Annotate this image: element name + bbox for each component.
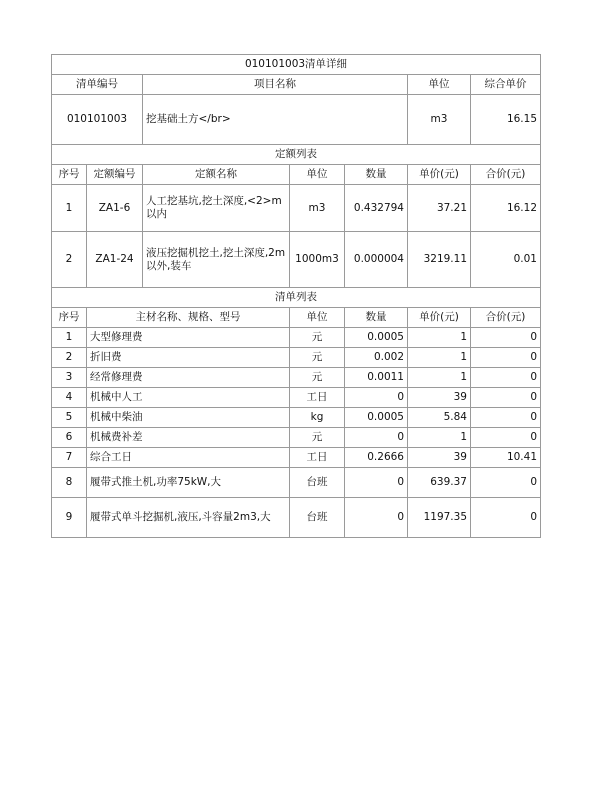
- material-no: 9: [52, 498, 87, 538]
- bill-price: 16.15: [471, 95, 541, 145]
- quota-row: [52, 232, 541, 288]
- material-name: 大型修理费: [87, 328, 290, 348]
- material-unit: 元: [290, 348, 345, 368]
- quota-col-total: 合价(元): [471, 165, 541, 185]
- materials-col-name: 主材名称、规格、型号: [87, 308, 290, 328]
- material-no: 5: [52, 408, 87, 428]
- col-header-name: 项目名称: [143, 75, 408, 95]
- material-name: 折旧费: [87, 348, 290, 368]
- material-qty: 0.0005: [345, 328, 408, 348]
- material-row: [52, 428, 541, 448]
- materials-section-title: 清单列表: [52, 288, 541, 308]
- quota-col-name: 定额名称: [143, 165, 290, 185]
- material-name: 履带式单斗挖掘机,液压,斗容量2m3,大: [87, 498, 290, 538]
- material-name: 履带式推土机,功率75kW,大: [87, 468, 290, 498]
- bill-row: [52, 95, 541, 145]
- bill-code: 010101003: [52, 95, 143, 145]
- quota-row-name: 液压挖掘机挖土,挖土深度,2m以外,装车: [143, 232, 290, 288]
- material-row: [52, 328, 541, 348]
- quota-row-unit: 1000m3: [290, 232, 345, 288]
- quota-row-qty: 0.000004: [345, 232, 408, 288]
- material-price: 1: [408, 428, 471, 448]
- quota-col-price: 单价(元): [408, 165, 471, 185]
- bill-name: 挖基础土方</br>: [143, 95, 408, 145]
- quota-section-row: [52, 145, 541, 165]
- material-price: 1197.35: [408, 498, 471, 538]
- material-name: 机械中柴油: [87, 408, 290, 428]
- material-no: 7: [52, 448, 87, 468]
- quota-col-code: 定额编号: [87, 165, 143, 185]
- material-unit: 元: [290, 328, 345, 348]
- material-no: 4: [52, 388, 87, 408]
- material-unit: kg: [290, 408, 345, 428]
- material-total: 0: [471, 348, 541, 368]
- col-header-unit: 单位: [408, 75, 471, 95]
- material-price: 639.37: [408, 468, 471, 498]
- quota-row-total: 0.01: [471, 232, 541, 288]
- title-row: [52, 55, 541, 75]
- material-row: [52, 468, 541, 498]
- materials-col-qty: 数量: [345, 308, 408, 328]
- material-total: 0: [471, 468, 541, 498]
- material-row: [52, 368, 541, 388]
- material-total: 0: [471, 368, 541, 388]
- material-row: [52, 388, 541, 408]
- material-qty: 0.2666: [345, 448, 408, 468]
- quota-row-code: ZA1-6: [87, 185, 143, 232]
- material-price: 39: [408, 448, 471, 468]
- material-price: 39: [408, 388, 471, 408]
- material-unit: 工日: [290, 388, 345, 408]
- materials-section-row: [52, 288, 541, 308]
- material-no: 2: [52, 348, 87, 368]
- quota-col-qty: 数量: [345, 165, 408, 185]
- material-total: 0: [471, 388, 541, 408]
- quota-row-no: 1: [52, 185, 87, 232]
- materials-col-total: 合价(元): [471, 308, 541, 328]
- material-row: [52, 448, 541, 468]
- material-total: 0: [471, 428, 541, 448]
- bill-header-row: [52, 75, 541, 95]
- col-header-code: 清单编号: [52, 75, 143, 95]
- material-unit: 工日: [290, 448, 345, 468]
- quota-row-code: ZA1-24: [87, 232, 143, 288]
- material-unit: 台班: [290, 468, 345, 498]
- material-no: 6: [52, 428, 87, 448]
- materials-col-no: 序号: [52, 308, 87, 328]
- material-name: 机械费补差: [87, 428, 290, 448]
- quota-row-name: 人工挖基坑,挖土深度,<2>m以内: [143, 185, 290, 232]
- material-qty: 0.002: [345, 348, 408, 368]
- material-total: 0: [471, 498, 541, 538]
- material-total: 0: [471, 328, 541, 348]
- quota-row-no: 2: [52, 232, 87, 288]
- quota-row-total: 16.12: [471, 185, 541, 232]
- material-row: [52, 498, 541, 538]
- quota-col-no: 序号: [52, 165, 87, 185]
- material-row: [52, 408, 541, 428]
- material-price: 5.84: [408, 408, 471, 428]
- material-name: 经常修理费: [87, 368, 290, 388]
- materials-col-price: 单价(元): [408, 308, 471, 328]
- materials-col-unit: 单位: [290, 308, 345, 328]
- quota-row-unit: m3: [290, 185, 345, 232]
- material-no: 3: [52, 368, 87, 388]
- quota-row: [52, 185, 541, 232]
- quota-section-title: 定额列表: [52, 145, 541, 165]
- material-price: 1: [408, 368, 471, 388]
- material-unit: 元: [290, 428, 345, 448]
- material-name: 机械中人工: [87, 388, 290, 408]
- col-header-price: 综合单价: [471, 75, 541, 95]
- material-qty: 0.0005: [345, 408, 408, 428]
- material-qty: 0: [345, 468, 408, 498]
- table-title: 010101003清单详细: [52, 55, 541, 75]
- quota-row-price: 37.21: [408, 185, 471, 232]
- material-name: 综合工日: [87, 448, 290, 468]
- material-qty: 0: [345, 428, 408, 448]
- material-no: 1: [52, 328, 87, 348]
- material-no: 8: [52, 468, 87, 498]
- material-row: [52, 348, 541, 368]
- quota-header-row: [52, 165, 541, 185]
- materials-header-row: [52, 308, 541, 328]
- material-price: 1: [408, 348, 471, 368]
- bill-detail-table: [51, 54, 541, 538]
- quota-col-unit: 单位: [290, 165, 345, 185]
- bill-unit: m3: [408, 95, 471, 145]
- material-total: 10.41: [471, 448, 541, 468]
- material-unit: 元: [290, 368, 345, 388]
- quota-row-qty: 0.432794: [345, 185, 408, 232]
- material-qty: 0.0011: [345, 368, 408, 388]
- quota-row-price: 3219.11: [408, 232, 471, 288]
- material-unit: 台班: [290, 498, 345, 538]
- material-total: 0: [471, 408, 541, 428]
- material-price: 1: [408, 328, 471, 348]
- material-qty: 0: [345, 498, 408, 538]
- material-qty: 0: [345, 388, 408, 408]
